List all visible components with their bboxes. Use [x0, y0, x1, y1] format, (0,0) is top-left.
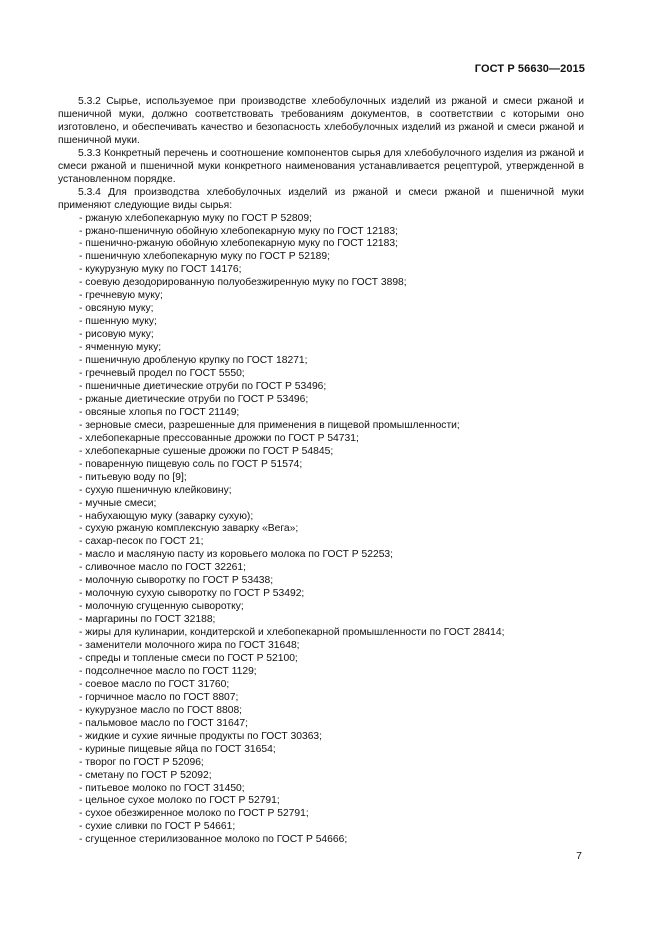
list-item: - питьевое молоко по ГОСТ 31450; [79, 782, 245, 794]
list-item: - поваренную пищевую соль по ГОСТ Р 51574; [79, 458, 303, 470]
raw-materials-list [58, 213, 584, 848]
list-item: - гречневый продел по ГОСТ 5550; [79, 368, 245, 380]
list-item: - набухающую муку (заварку сухую); [79, 510, 254, 522]
list-item: - масло и масляную пасту из коровьего молока по ГОСТ Р 52253; [79, 549, 394, 561]
document-header: ГОСТ Р 56630—2015 [474, 63, 585, 75]
list-item: - подсолнечное масло по ГОСТ 1129; [79, 665, 257, 677]
list-item: - жиры для кулинарии, кондитерской и хлебопекарной промышленности по ГОСТ 28414; [79, 627, 505, 639]
list-item: - пальмовое масло по ГОСТ 31647; [79, 717, 249, 729]
list-item: - кукурузное масло по ГОСТ 8808; [79, 704, 243, 716]
list-item: - пшеничные диетические отруби по ГОСТ Р 53496; [79, 380, 327, 392]
list-item: - молочную сыворотку по ГОСТ Р 53438; [79, 575, 274, 587]
list-item: - хлебопекарные сушеные дрожжи по ГОСТ Р 54845; [79, 445, 334, 457]
list-item: - овсяные хлопья по ГОСТ 21149; [79, 406, 240, 418]
list-item: - соевое масло по ГОСТ 31760; [79, 678, 230, 690]
list-item: - заменители молочного жира по ГОСТ 31648; [79, 640, 300, 652]
list-item: - сливочное масло по ГОСТ 32261; [79, 562, 246, 574]
list-item: - ржаные диетические отруби по ГОСТ Р 53496; [79, 393, 309, 405]
page-content [58, 96, 584, 847]
list-item: - пшенично-ржаную обойную хлебопекарную муку по ГОСТ 12183; [79, 238, 398, 250]
list-item: - сметану по ГОСТ Р 52092; [79, 769, 212, 781]
list-item: - жидкие и сухие яичные продукты по ГОСТ 30363; [79, 730, 323, 742]
list-item: - цельное сухое молоко по ГОСТ Р 52791; [79, 795, 280, 807]
list-item: - сухое обезжиренное молоко по ГОСТ Р 52791; [79, 808, 309, 820]
list-item: - куриные пищевые яйца по ГОСТ 31654; [79, 743, 276, 755]
paragraph-5-3-2: 5.3.2 Сырье, используемое при производстве хлебобулочных изделий из ржаной и смеси ржаной и пшеничной муки, должно соответствовать требованиям документов, в соответствии с которыми оно изготовлено, и обеспечивать качество и безопасность хлебобулочных изделий из ржаной и смеси ржаной и пшеничной муки. [58, 96, 584, 146]
list-item: - сухую ржаную комплексную заварку «Вега»; [79, 523, 299, 535]
list-item: - маргарины по ГОСТ 32188; [79, 614, 216, 626]
list-item: - сахар-песок по ГОСТ 21; [79, 536, 204, 548]
list-item: - мучные смеси; [79, 497, 157, 509]
list-item: - пшеничную дробленую крупку по ГОСТ 18271; [79, 355, 308, 367]
list-item: - горчичное масло по ГОСТ 8807; [79, 691, 239, 703]
list-item: - гречневую муку; [79, 290, 163, 302]
list-item: - спреды и топленые смеси по ГОСТ Р 52100; [79, 652, 298, 664]
list-item: - пшеничную хлебопекарную муку по ГОСТ Р 52189; [79, 251, 330, 263]
list-item: - творог по ГОСТ Р 52096; [79, 756, 204, 768]
list-item: - молочную сухую сыворотку по ГОСТ Р 53492; [79, 588, 305, 600]
list-item: - сухие сливки по ГОСТ Р 54661; [79, 821, 236, 833]
list-item: - рисовую муку; [79, 329, 154, 341]
list-item: - хлебопекарные прессованные дрожжи по ГОСТ Р 54731; [79, 432, 359, 444]
page-number: 7 [576, 850, 582, 862]
list-item: - ячменную муку; [79, 342, 162, 354]
list-item: - ржаную хлебопекарную муку по ГОСТ Р 52809; [79, 212, 312, 224]
list-item: - сгущенное стерилизованное молоко по ГОСТ Р 54666; [79, 834, 348, 846]
list-item: - питьевую воду по [9]; [79, 471, 187, 483]
list-item: - кукурузную муку по ГОСТ 14176; [79, 264, 242, 276]
list-item: - овсяную муку; [79, 303, 154, 315]
list-item: - молочную сгущенную сыворотку; [79, 601, 244, 613]
paragraph-5-3-4: 5.3.4 Для производства хлебобулочных изделий из ржаной и смеси ржаной и пшеничной муки применяют следующие виды сырья: [58, 186, 584, 211]
list-item: - сухую пшеничную клейковину; [79, 484, 232, 496]
list-item: - зерновые смеси, разрешенные для применения в пищевой промышленности; [79, 419, 460, 431]
paragraph-5-3-3: 5.3.3 Конкретный перечень и соотношение компонентов сырья для хлебобулочного изделия из ржаной и смеси ржаной и пшеничной муки конкретного наименования устанавливается рецептурой, утвержденной в установленном порядке. [58, 147, 584, 185]
list-item: - соевую дезодорированную полуобезжиренную муку по ГОСТ 3898; [79, 277, 407, 289]
list-item: - пшенную муку; [79, 316, 157, 328]
list-item: - ржано-пшеничную обойную хлебопекарную муку по ГОСТ 12183; [79, 225, 398, 237]
